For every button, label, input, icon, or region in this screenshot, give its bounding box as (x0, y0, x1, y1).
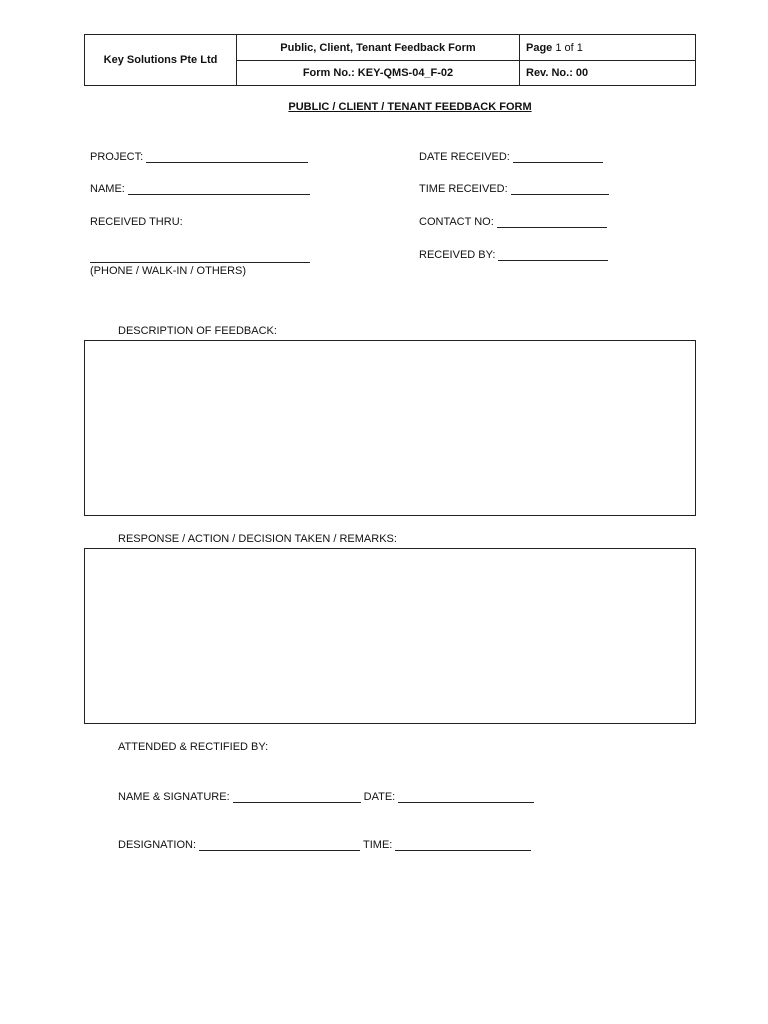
received-thru-input-line[interactable] (90, 251, 310, 263)
response-label: RESPONSE / ACTION / DECISION TAKEN / REMARKS: (118, 533, 397, 545)
received-by-field[interactable] (419, 249, 608, 261)
page-number: 1 of 1 (555, 41, 583, 54)
page-label: Page (526, 41, 553, 54)
form-number-cell: Form No.: KEY-QMS-04_F-02 (302, 67, 454, 79)
footer-time-label: TIME: (363, 839, 393, 851)
form-title: PUBLIC / CLIENT / TENANT FEEDBACK FORM (288, 101, 532, 113)
contact-no-input-line[interactable] (497, 216, 607, 228)
designation-input-line[interactable] (199, 839, 360, 851)
footer-date-input-line[interactable] (398, 791, 534, 803)
company-name: Key Solutions Pte Ltd (103, 54, 218, 66)
description-box[interactable] (84, 340, 696, 516)
received-thru-label: RECEIVED THRU: (90, 216, 183, 228)
received-thru-input[interactable] (90, 251, 310, 263)
footer-time-input-line[interactable] (395, 839, 531, 851)
received-by-input-line[interactable] (498, 249, 608, 261)
document-header-table (84, 34, 696, 86)
designation-row[interactable] (118, 839, 531, 851)
received-thru-options-text: (PHONE / WALK-IN / OTHERS) (90, 265, 247, 277)
page-cell (526, 35, 696, 60)
revision-number-cell: Rev. No.: 00 (526, 67, 589, 79)
name-signature-row[interactable] (118, 791, 534, 803)
form-title-cell: Public, Client, Tenant Feedback Form (280, 41, 476, 54)
project-field[interactable] (90, 151, 308, 163)
date-received-field[interactable] (419, 151, 603, 163)
contact-no-field[interactable] (419, 216, 607, 228)
received-thru-options (90, 265, 246, 277)
received-by-label: RECEIVED BY: (419, 249, 496, 261)
designation-label: DESIGNATION: (118, 839, 197, 851)
name-field[interactable] (90, 183, 310, 195)
contact-no-label: CONTACT NO: (419, 216, 494, 228)
time-received-field[interactable] (419, 183, 609, 195)
time-received-label: TIME RECEIVED: (419, 183, 508, 195)
project-input-line[interactable] (146, 151, 308, 163)
time-received-input-line[interactable] (511, 183, 609, 195)
project-label: PROJECT: (90, 151, 144, 163)
received-thru-field (90, 216, 183, 228)
attended-label: ATTENDED & RECTIFIED BY: (118, 741, 269, 753)
footer-date-label: DATE: (363, 791, 396, 803)
name-label: NAME: (90, 183, 125, 195)
name-signature-input-line[interactable] (233, 791, 361, 803)
name-input-line[interactable] (128, 183, 310, 195)
date-received-input-line[interactable] (513, 151, 603, 163)
description-label: DESCRIPTION OF FEEDBACK: (118, 325, 277, 337)
date-received-label: DATE RECEIVED: (419, 151, 510, 163)
name-signature-label: NAME & SIGNATURE: (118, 791, 230, 803)
response-box[interactable] (84, 548, 696, 724)
